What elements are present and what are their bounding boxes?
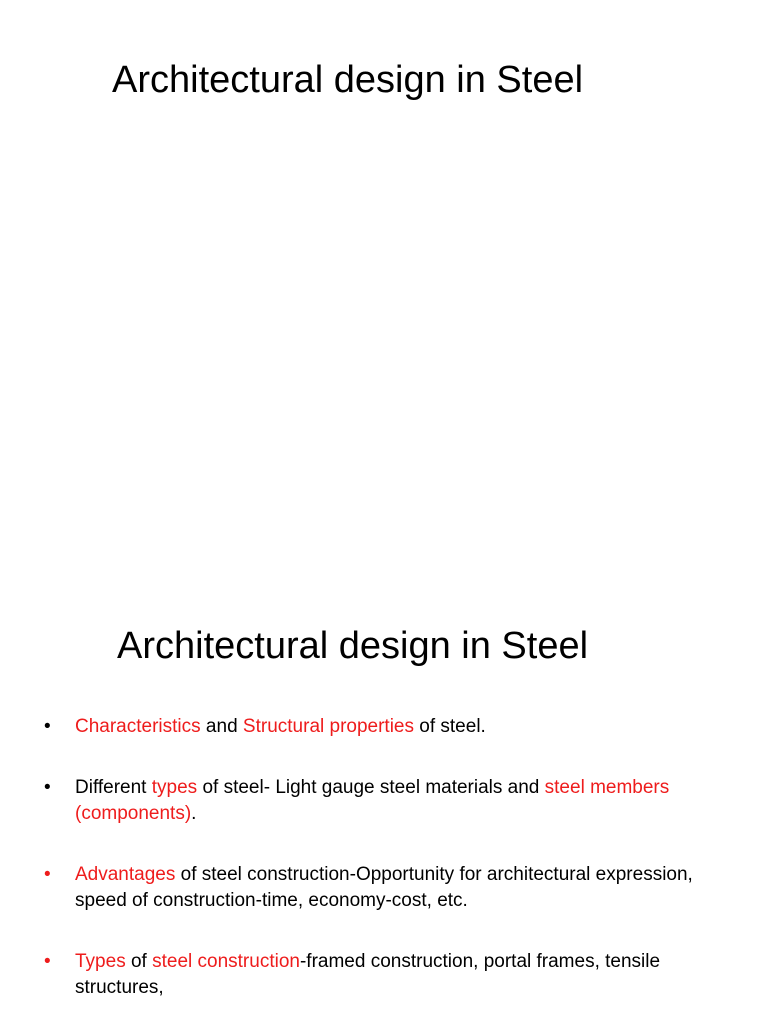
slide-1-title: Architectural design in Steel xyxy=(112,59,584,101)
plain-text: and xyxy=(200,716,243,737)
bullet-dot-icon: • xyxy=(44,864,51,885)
highlight-term: Characteristics xyxy=(75,716,201,737)
bullet-dot-icon: • xyxy=(44,716,51,737)
highlight-term: Types xyxy=(75,951,126,972)
bullet-list xyxy=(44,714,704,1001)
plain-text: of steel. xyxy=(414,716,486,737)
highlight-term: Advantages xyxy=(75,864,176,885)
bullet-text xyxy=(75,777,669,824)
bullet-text xyxy=(75,716,486,737)
bullet-item-3 xyxy=(44,862,704,914)
plain-text: of steel- Light gauge steel materials and xyxy=(197,777,545,798)
plain-text: -framed construction, portal frames, tensile structures, xyxy=(75,951,661,998)
highlight-term: Structural properties xyxy=(242,716,414,737)
bullet-item-2 xyxy=(44,775,704,827)
bullet-dot-icon: • xyxy=(44,777,51,798)
plain-text: Different xyxy=(75,777,152,798)
slide-2-title: Architectural design in Steel xyxy=(117,625,589,667)
plain-text: of xyxy=(125,951,153,972)
highlight-term: steel members (components) xyxy=(75,777,670,824)
bullet-item-4 xyxy=(44,949,704,1001)
bullet-text xyxy=(75,864,693,911)
slide-2 xyxy=(0,576,768,1024)
plain-text: . xyxy=(191,803,197,824)
bullet-dot-icon: • xyxy=(44,951,51,972)
highlight-term: types xyxy=(151,777,198,798)
highlight-term: steel construction xyxy=(152,951,300,972)
bullet-item-1 xyxy=(44,714,704,740)
bullet-text xyxy=(75,951,660,998)
plain-text: of steel construction-Opportunity for architectural expression, speed of construction-time, economy-cost, etc. xyxy=(75,864,693,911)
